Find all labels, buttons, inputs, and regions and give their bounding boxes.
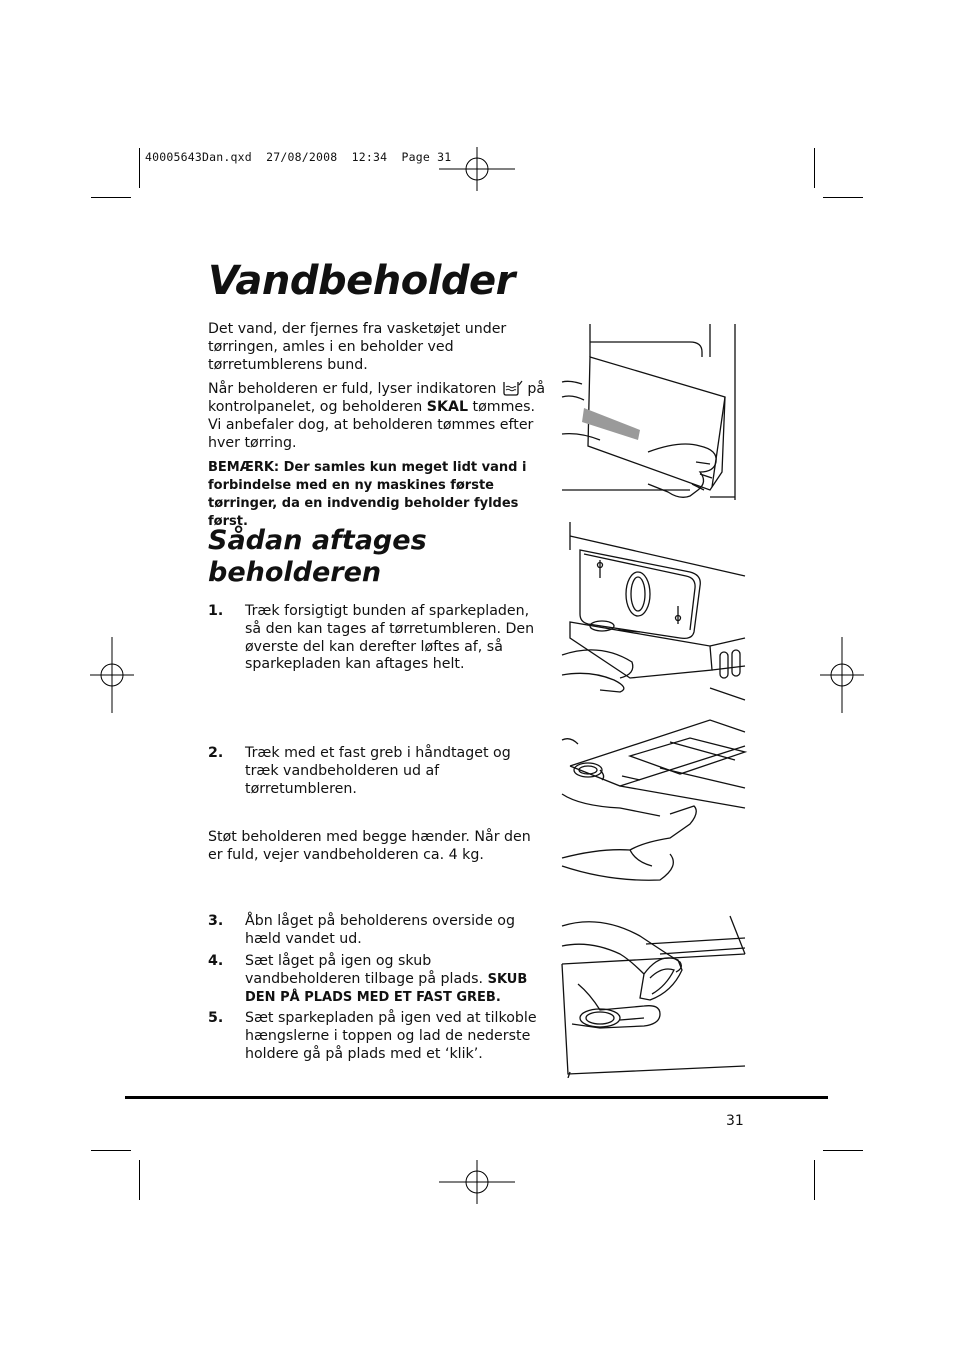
- note-text: BEMÆRK: Der samles kun meget lidt vand i forbindelse med en ny maskines første tørringer, da en indvendig beholder fyldes først.: [208, 459, 527, 529]
- intro-text: [208, 321, 548, 537]
- registration-mark-icon: [820, 635, 864, 715]
- illustration-remove-kickplate: [560, 322, 750, 504]
- step-text: Sæt sparkepladen på igen ved at tilkoble hængslerne i toppen og lad de nederste holdere gå på plads med et ‘klik’.: [245, 1010, 537, 1062]
- crop-mark-bottom-right-h: [823, 1150, 863, 1151]
- footer-rule: [125, 1096, 828, 1099]
- illustration-pull-container: [560, 716, 750, 884]
- crop-mark-top-right-v: [814, 148, 815, 188]
- page-number: 31: [726, 1113, 744, 1129]
- crop-mark-bottom-left-h: [91, 1150, 131, 1151]
- crop-mark-top-left-h: [91, 197, 131, 198]
- section-title: Sådan aftages beholderen: [208, 525, 427, 588]
- step-number: 3.: [208, 913, 224, 929]
- step-number: 1.: [208, 603, 224, 619]
- intro-paragraph-1: Det vand, der fjernes fra vasketøjet under tørringen, amles i en beholder ved tørretumblerens bund.: [208, 321, 507, 373]
- step-number: 5.: [208, 1010, 224, 1026]
- slug-page: Page 31: [401, 150, 452, 164]
- step-number: 2.: [208, 745, 224, 761]
- illustration-lift-kickplate: [560, 520, 750, 702]
- step-3: [208, 913, 548, 949]
- slug-file: 40005643Dan.qxd: [145, 150, 252, 164]
- water-container-indicator-icon: [501, 380, 523, 396]
- crop-mark-top-left-v: [139, 148, 140, 188]
- intro-paragraph-2: Når beholderen er fuld, lyser indikatoren på kontrolpanelet, og beholderen SKAL tømmes. Vi anbefaler dog, at beholderen tømmes efter hver tørring.: [208, 381, 546, 451]
- crop-mark-bottom-right-v: [814, 1160, 815, 1200]
- slug-line: [145, 150, 451, 164]
- step-1: [208, 603, 548, 674]
- step-5: [208, 1010, 548, 1063]
- step-text: Træk med et fast greb i håndtaget og træk vandbeholderen ud af tørretumbleren.: [245, 745, 511, 797]
- crop-mark-bottom-left-v: [139, 1160, 140, 1200]
- step-4: [208, 953, 548, 1006]
- registration-mark-icon: [90, 635, 134, 715]
- step-number: 4.: [208, 953, 224, 969]
- registration-mark-icon: [437, 1160, 517, 1204]
- support-text: Støt beholderen med begge hænder. Når den er fuld, vejer vandbeholderen ca. 4 kg.: [208, 829, 531, 863]
- crop-mark-top-right-h: [823, 197, 863, 198]
- step-text: Træk forsigtigt bunden af sparkepladen, så den kan tages af tørretumbleren. Den øverste del kan derefter løftes af, så sparkepladen kan aftages helt.: [245, 603, 535, 673]
- illustration-open-lid: [560, 914, 750, 1078]
- step-2: [208, 745, 548, 798]
- page-title: Vandbeholder: [208, 258, 515, 304]
- slug-time: 12:34: [351, 150, 388, 164]
- step-text: Sæt låget på igen og skub vandbeholderen tilbage på plads. SKUB DEN PÅ PLADS MED ET FAST GREB.: [245, 953, 528, 1005]
- slug-date: 27/08/2008: [266, 150, 338, 164]
- step-text: Åbn låget på beholderens overside og hæld vandet ud.: [245, 913, 515, 947]
- registration-mark-icon: [437, 147, 517, 191]
